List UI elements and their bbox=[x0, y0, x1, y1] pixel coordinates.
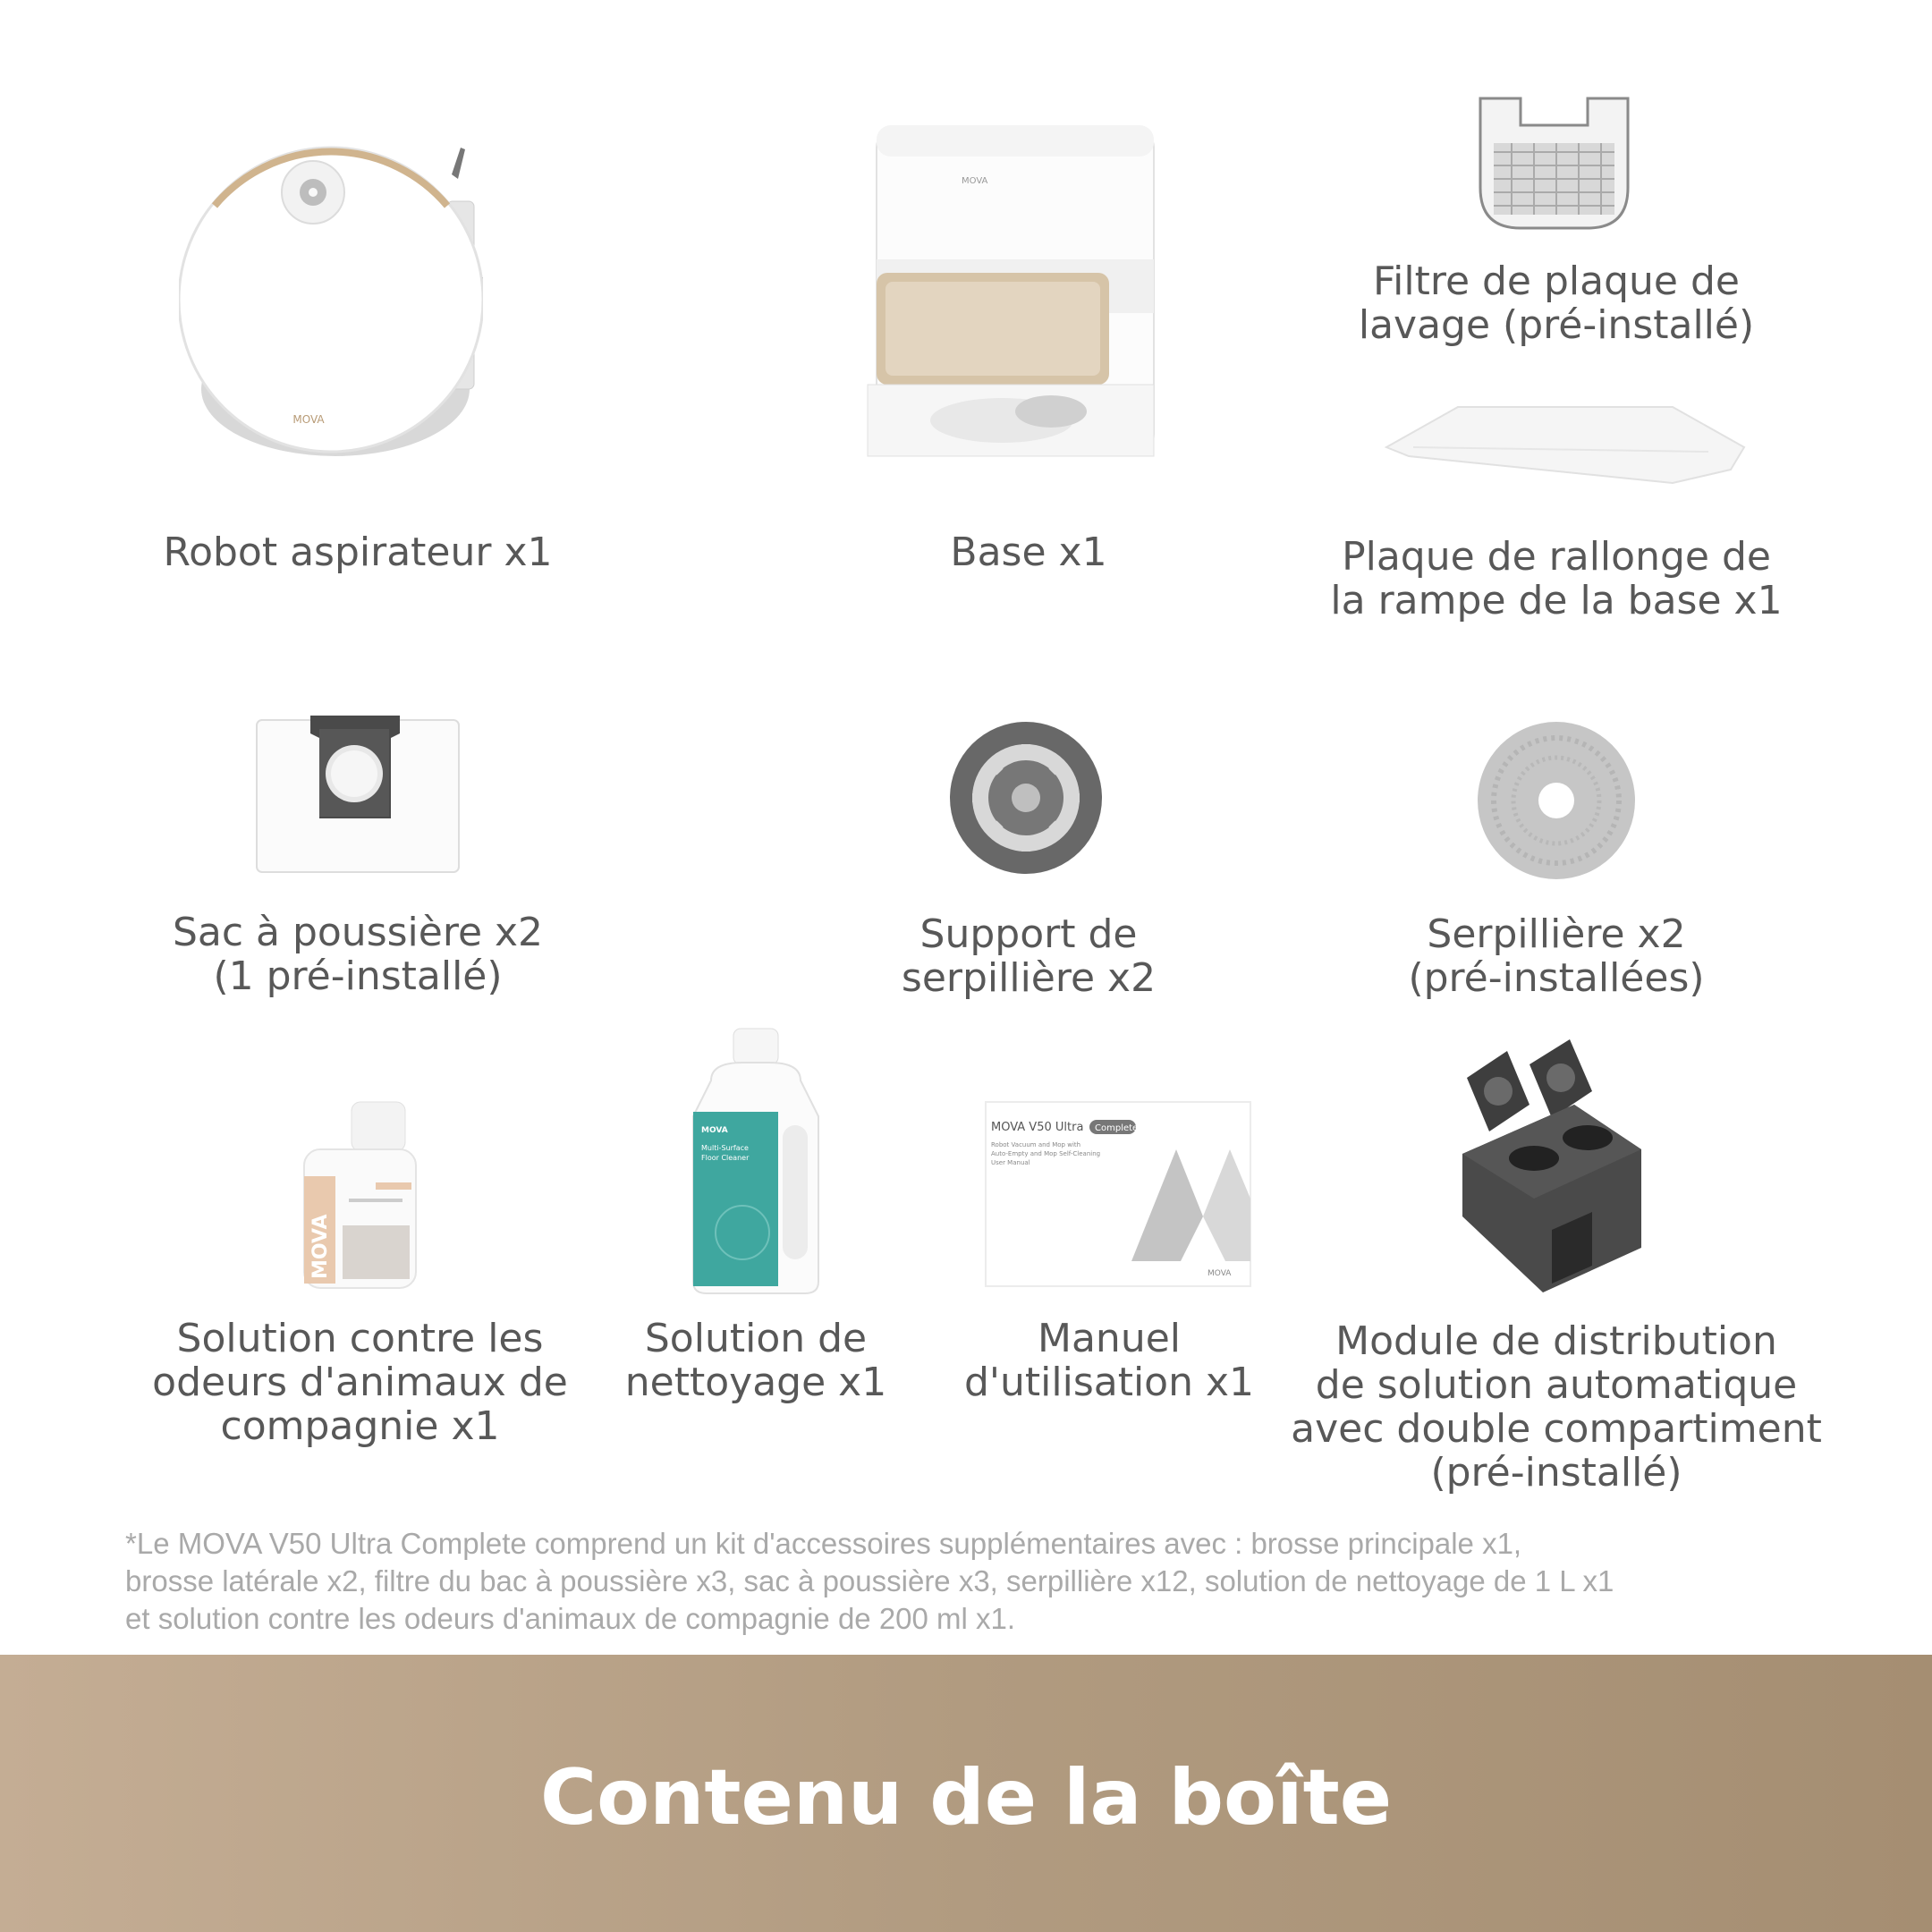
title-banner bbox=[0, 1655, 1932, 1932]
cleaning-solution-bottle-icon bbox=[689, 1027, 823, 1295]
item-label: Serpillière x2 (pré-installées) bbox=[1408, 911, 1705, 1001]
base-station-icon bbox=[859, 125, 1163, 465]
svg-text:Multi-Surface: Multi-Surface bbox=[701, 1144, 749, 1152]
svg-text:User Manual: User Manual bbox=[991, 1159, 1030, 1166]
item-label: Support de serpillière x2 bbox=[901, 911, 1157, 1001]
page-title: Contenu de la boîte bbox=[539, 1753, 1393, 1843]
footnote-line: *Le MOVA V50 Ultra Complete comprend un kit d'accessoires supplémentaires avec : brosse principale x1, bbox=[125, 1527, 1522, 1560]
mop-holder-icon bbox=[948, 720, 1105, 877]
item-label: Solution contre les odeurs d'animaux de compagnie x1 bbox=[152, 1316, 568, 1449]
dual-compartment-dispenser-icon bbox=[1458, 1038, 1650, 1297]
wash-tray-filter-icon bbox=[1476, 94, 1632, 233]
svg-text:Complete: Complete bbox=[1095, 1123, 1139, 1133]
footnote-line: brosse latérale x2, filtre du bac à poussière x3, sac à poussière x3, serpillière x12, solution de nettoyage de 1 L x1 bbox=[125, 1564, 1614, 1597]
dust-bag-icon bbox=[255, 711, 461, 877]
svg-text:Robot Vacuum and Mop with: Robot Vacuum and Mop with bbox=[991, 1141, 1081, 1148]
svg-text:Auto-Empty and Mop Self-Cleani: Auto-Empty and Mop Self-Cleaning bbox=[991, 1150, 1101, 1157]
svg-text:Floor Cleaner: Floor Cleaner bbox=[701, 1154, 750, 1162]
item-label: Plaque de rallonge de la rampe de la base x1 bbox=[1330, 534, 1783, 623]
svg-text:MOVA: MOVA bbox=[701, 1126, 728, 1135]
pet-odor-solution-bottle-icon bbox=[300, 1100, 420, 1292]
item-label: Manuel d'utilisation x1 bbox=[963, 1316, 1255, 1405]
svg-text:MOVA: MOVA bbox=[1208, 1269, 1232, 1278]
item-label: Module de distribution de solution automatique avec double compartiment (pré-installé) bbox=[1291, 1318, 1822, 1496]
svg-text:MOVA: MOVA bbox=[962, 176, 988, 186]
item-label: Filtre de plaque de lavage (pré-installé) bbox=[1358, 258, 1755, 348]
svg-text:MOVA V50 Ultra: MOVA V50 Ultra bbox=[991, 1121, 1084, 1134]
item-label: Base x1 bbox=[950, 530, 1107, 575]
mop-pad-icon bbox=[1476, 720, 1637, 881]
item-label: Robot aspirateur x1 bbox=[163, 530, 553, 575]
footnote-line: et solution contre les odeurs d'animaux de compagnie de 200 ml x1. bbox=[125, 1602, 1016, 1635]
svg-text:MOVA: MOVA bbox=[309, 1214, 332, 1279]
item-label: Solution de nettoyage x1 bbox=[624, 1316, 887, 1405]
robot-vacuum-icon bbox=[179, 121, 483, 479]
ramp-extension-plate-icon bbox=[1377, 402, 1753, 492]
svg-text:MOVA: MOVA bbox=[292, 413, 325, 426]
item-label: Sac à poussière x2 (1 pré-installé) bbox=[172, 910, 544, 999]
footnote bbox=[125, 1525, 1825, 1638]
user-manual-icon bbox=[984, 1100, 1252, 1288]
